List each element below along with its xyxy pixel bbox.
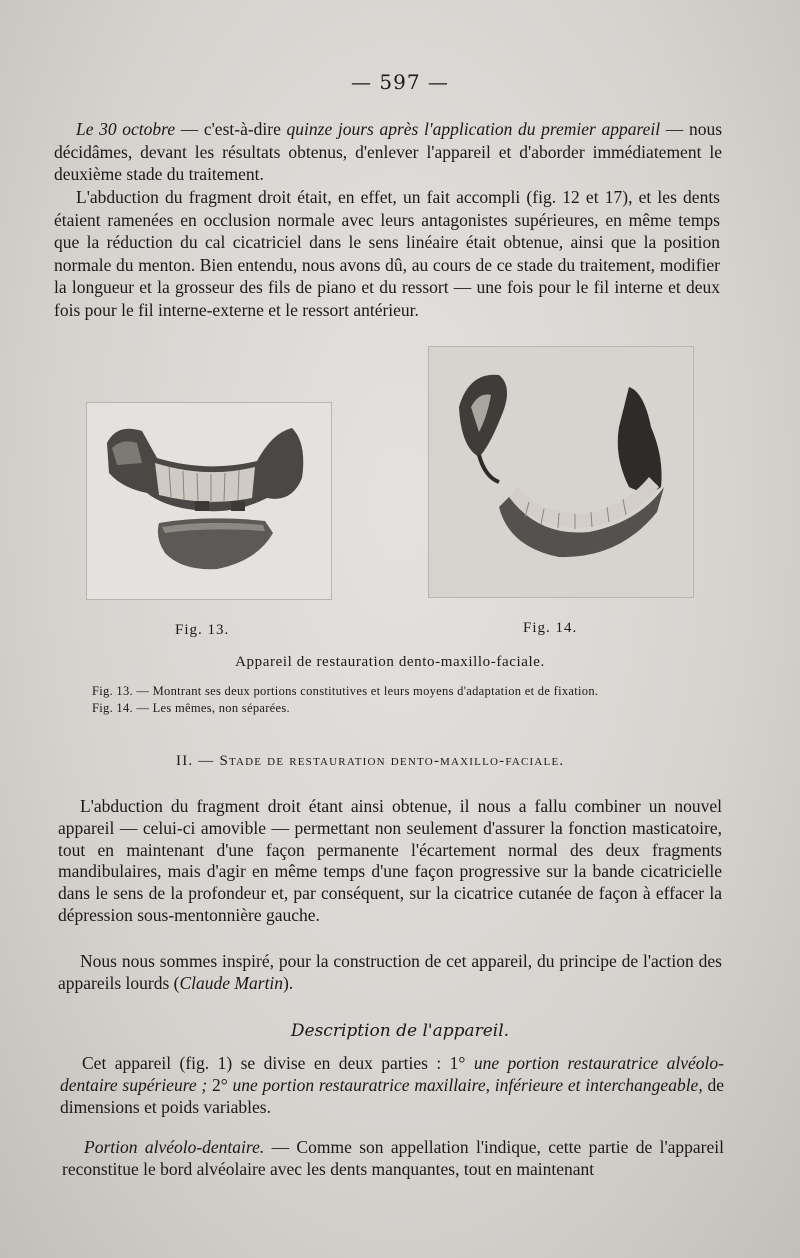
figure-14-photo <box>428 346 694 598</box>
denture-assembled-image <box>429 347 693 597</box>
fig13-desc-label: Fig. 13. <box>92 684 133 698</box>
paragraph-1 <box>54 118 722 186</box>
paragraph-2 <box>54 186 720 322</box>
fig13-description <box>92 684 712 699</box>
fig14-label: Fig. 14. <box>523 620 578 636</box>
fig13-label: Fig. 13. <box>175 622 230 638</box>
para4-end: ). <box>283 972 294 993</box>
fig14-description <box>92 701 712 716</box>
para1-rest: — nous décidâmes, devant les résultats obtenus, d'enlever l'appareil et d'aborder immédiatement le deuxième stade du traitement. <box>54 119 722 185</box>
para5-mid: 2° <box>211 1075 233 1095</box>
page-number: — 597 — <box>351 70 449 94</box>
denture-parts-image <box>87 403 331 599</box>
paragraph-5 <box>60 1052 724 1118</box>
para6-italic: Portion alvéolo-dentaire. <box>84 1137 265 1157</box>
para1-dash: — c'est-à-dire <box>175 119 287 139</box>
section-heading: II. — Stade de restauration dento-maxillo-faciale. <box>176 753 565 769</box>
description-subtitle: Description de l'appareil. <box>290 1021 510 1041</box>
fig14-desc-text: — Les mêmes, non séparées. <box>132 701 290 715</box>
para5-italic-2: une portion restauratrice maxillaire, inférieure et interchangeable, <box>232 1075 703 1095</box>
para2-text: L'abduction du fragment droit était, en effet, un fait accompli (fig. 12 et 17), et les dents étaient ramenées en occlusion normale avec leurs antagonistes supérieures, en même temps que la réduction du cal cicatriciel dans le sens linéaire était obtenue, ainsi que la position normale du menton. Bien entendu, nous avons dû, au cours de ce stade du traitement, modifier la longueur et la grosseur des fils de piano et du ressort — une fois pour le fil interne et deux fois pour le fil interne-externe et le ressort antérieur. <box>54 187 720 320</box>
para6-text: — Comme son appellation l'indique, cette partie de l'appareil reconstitue le bord alvéolaire avec les dents manquantes, tout en maintenant <box>62 1137 725 1179</box>
fig13-desc-text: — Montrant ses deux portions constitutives et leurs moyens d'adaptation et de fixation. <box>132 684 599 698</box>
para5-start: Cet appareil (fig. 1) se divise en deux parties : 1° <box>82 1053 474 1073</box>
para1-italic-phrase: quinze jours après l'application du premier appareil <box>286 119 661 139</box>
date-italic: Le 30 octobre <box>76 119 176 139</box>
para4-italic: Claude Martin <box>179 972 284 993</box>
paragraph-4 <box>58 951 722 995</box>
figure-13-photo <box>86 402 332 600</box>
para5-end: de dimensions et poids variables. <box>60 1075 724 1117</box>
fig14-desc-label: Fig. 14. <box>92 701 133 715</box>
para4-text: Nous nous sommes inspiré, pour la construction de cet appareil, du principe de l'action des appareils lourds ( <box>58 951 722 993</box>
para5-italic-1: une portion restauratrice alvéolo-dentaire supérieure ; <box>60 1053 724 1095</box>
para3-text: L'abduction du fragment droit étant ainsi obtenue, il nous a fallu combiner un nouvel appareil — celui-ci amovible — permettant non seulement d'assurer la fonction masticatoire, tout en maintenant d'une façon permanente l'écartement normal des deux fragments mandibulaires, mais d'agir en même temps d'une façon progressive sur la bande cicatricielle dans le sens de la profondeur et, par conséquent, sur la cicatrice cutanée de façon à effacer la dépression sous-mentonnière gauche. <box>58 796 722 925</box>
paragraph-3 <box>58 796 722 927</box>
paragraph-6 <box>62 1136 724 1180</box>
main-caption: Appareil de restauration dento-maxillo-faciale. <box>235 654 545 670</box>
